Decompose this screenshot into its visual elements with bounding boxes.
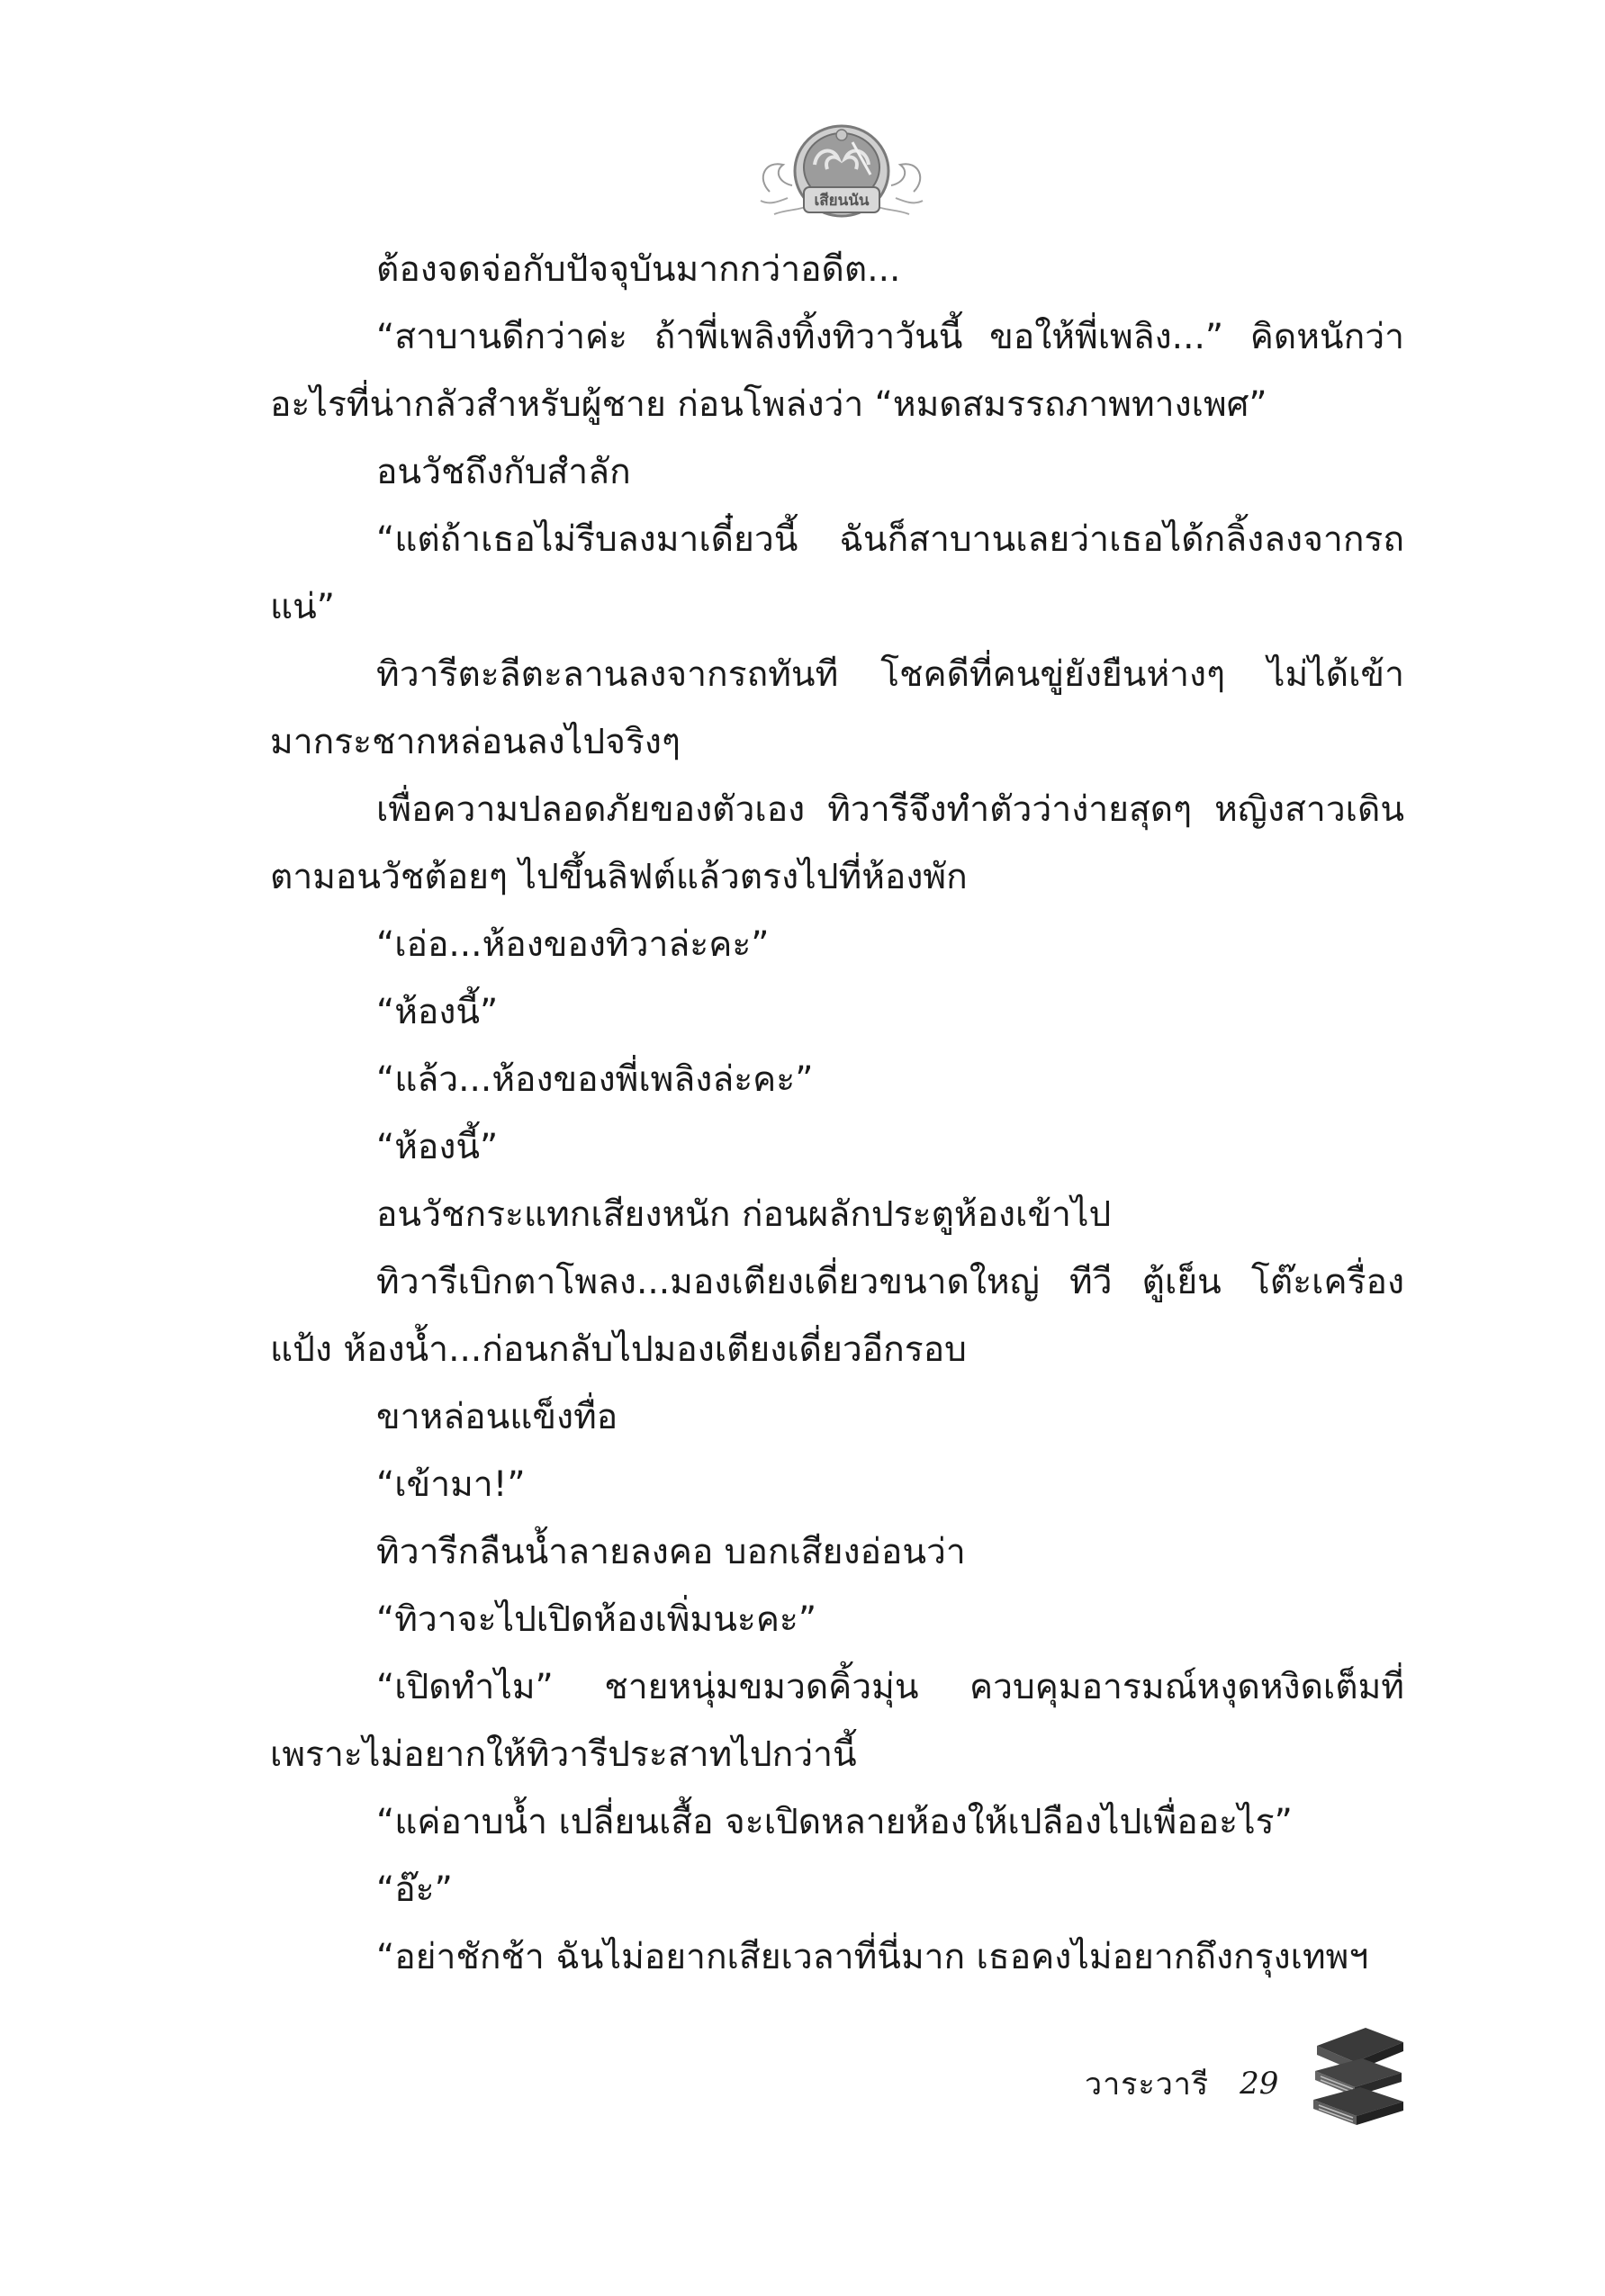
paragraph: “แค่อาบน้ำ เปลี่ยนเสื้อ จะเปิดหลายห้องให้เปลืองไปเพื่ออะไร” <box>376 1802 1293 1842</box>
stacked-books-icon <box>1310 2021 1409 2129</box>
paragraph: “อ๊ะ” <box>376 1869 453 1910</box>
paragraph: “สาบานดีกว่าค่ะ ถ้าพี่เพลิงทิ้งทิวาวันนี้ ขอให้พี่เพลิง...” คิดหนักว่าอะไรที่น่ากลัวสำหรับผู้ชาย ก่อนโพล่งว่า “หมดสมรรถภาพทางเพศ” <box>270 317 1404 425</box>
paragraph: “เข้ามา!” <box>376 1464 526 1505</box>
paragraph: อนวัชถึงกับสำลัก <box>376 452 631 492</box>
paragraph: เพื่อความปลอดภัยของตัวเอง ทิวารีจึงทำตัวว่าง่ายสุดๆ หญิงสาวเดินตามอนวัชต้อยๆ ไปขึ้นลิฟต์แล้วตรงไปที่ห้องพัก <box>270 789 1404 897</box>
paragraph: “เอ่อ...ห้องของทิวาล่ะคะ” <box>376 924 770 965</box>
paragraph: ต้องจดจ่อกับปัจจุบันมากกว่าอดีต... <box>376 249 901 290</box>
ornamental-crest-icon <box>752 115 932 223</box>
chapter-body <box>270 236 1404 1991</box>
paragraph: ทิวารีตะลีตะลานลงจากรถทันที โชคดีที่คนขู่ยังยืนห่างๆ ไม่ได้เข้ามากระชากหล่อนลงไปจริงๆ <box>270 654 1404 762</box>
paragraph: “เปิดทำไม” ชายหนุ่มขมวดคิ้วมุ่น ควบคุมอารมณ์หงุดหงิดเต็มที่ เพราะไม่อยากให้ทิวารีประสาทไปกว่านี้ <box>270 1667 1404 1775</box>
paragraph: “แต่ถ้าเธอไม่รีบลงมาเดี๋ยวนี้ ฉันก็สาบานเลยว่าเธอได้กลิ้งลงจากรถแน่” <box>270 519 1404 627</box>
paragraph: “แล้ว...ห้องของพี่เพลิงล่ะคะ” <box>376 1059 814 1100</box>
page-number: 29 <box>1240 2066 1279 2102</box>
paragraph: “ห้องนี้” <box>376 992 499 1032</box>
header-logo <box>752 115 932 223</box>
paragraph: “ห้องนี้” <box>376 1127 499 1167</box>
paragraph: “อย่าชักช้า ฉันไม่อยากเสียเวลาที่นี่มาก เธอคงไม่อยากถึงกรุงเทพฯ <box>376 1937 1369 1977</box>
page-footer <box>1085 2052 1278 2115</box>
paragraph: ทิวารีกลืนน้ำลายลงคอ บอกเสียงอ่อนว่า <box>376 1532 966 1572</box>
paragraph: ขาหล่อนแข็งทื่อ <box>376 1397 618 1437</box>
logo-text: เสียนนัน <box>814 192 870 210</box>
paragraph: อนวัชกระแทกเสียงหนัก ก่อนผลักประตูห้องเข้าไป <box>376 1194 1112 1235</box>
paragraph: “ทิวาจะไปเปิดห้องเพิ่มนะคะ” <box>376 1599 817 1640</box>
author-name: วาระวารี <box>1085 2066 1210 2102</box>
paragraph: ทิวารีเบิกตาโพลง...มองเตียงเดี่ยวขนาดใหญ่ ทีวี ตู้เย็น โต๊ะเครื่องแป้ง ห้องน้ำ...ก่อนกลับไปมองเตียงเดี่ยวอีกรอบ <box>270 1262 1404 1370</box>
